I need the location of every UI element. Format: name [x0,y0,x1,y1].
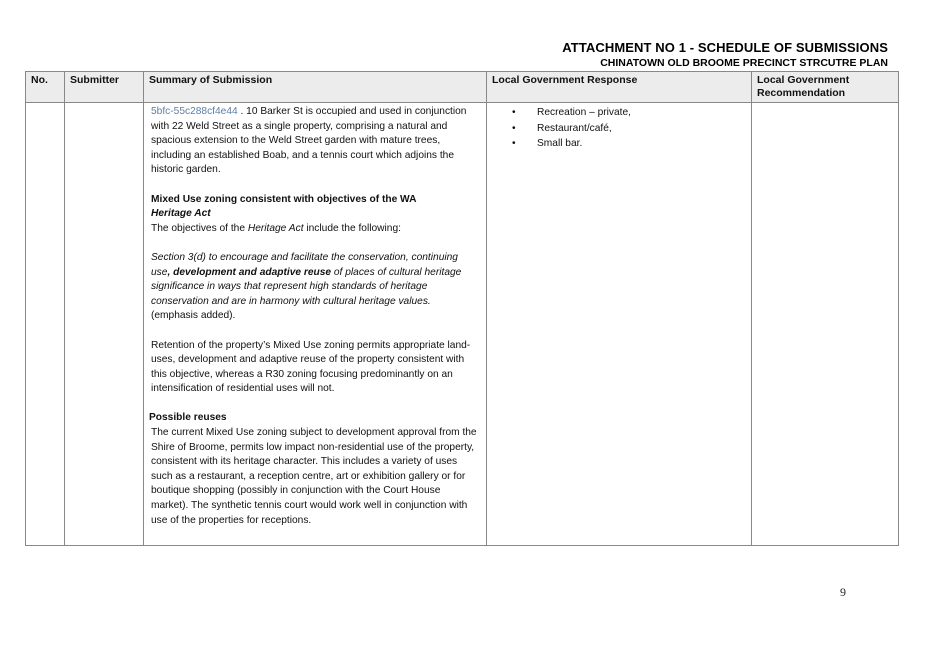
response-item-text: Recreation – private, [537,107,632,118]
summary-heading-mixed-use [151,193,480,222]
cell-no [26,103,65,546]
response-item-text: Restaurant/café, [537,122,612,134]
summary-heading-possible-reuses: Possible reuses [149,412,227,424]
cell-submitter [65,103,144,546]
col-header-recommendation-line2: Recommendation [757,87,846,99]
summary-paragraph-4: The current Mixed Use zoning subject to development approval from the Shire of Broome, permits low impact non-residential use of the property, consistent with its heritage character. This includes a variety of uses such as a restaurant, a reception centre, art or exhibition gallery or for boutique shopping (possibly in conjunction with the Court House market). The synthetic tennis court would work well in conjunction with use of the properties for receptions. [151,427,477,526]
attachment-title: ATTACHMENT NO 1 - SCHEDULE OF SUBMISSIONS [562,40,888,55]
cell-recommendation [752,103,899,546]
list-item [494,105,745,121]
col-header-recommendation-line1: Local Government [757,74,850,86]
col-header-recommendation [752,72,899,103]
p2-text-b: include the following: [303,222,401,234]
list-item [494,121,745,137]
submission-reference: 5bfc-55c288cf4e44 [151,106,238,117]
bullet-icon: • [512,138,516,150]
submissions-table [25,71,899,546]
p2-heritage-act: Heritage Act [247,222,304,234]
table-header-row [26,72,899,103]
cell-summary [144,103,487,546]
col-header-submitter: Submitter [65,72,144,103]
col-header-no: No. [26,72,65,103]
p2-text-a: The objectives of the [151,222,248,234]
response-list [494,105,745,152]
list-item [494,136,745,152]
heading-heritage-act: Heritage Act [151,208,211,220]
response-item-text: Small bar. [537,138,583,150]
heading-mixed-use-text: Mixed Use zoning consistent with objectives of the WA [151,193,417,205]
cell-response [487,103,752,546]
quote-text-a: Section 3(d) to encourage and facilitate the conservation, continuing use [151,251,458,278]
bullet-icon: • [512,107,516,118]
summary-paragraph-1 [151,105,480,178]
quote-emphasis: , development and adaptive reuse [167,266,332,278]
summary-paragraph-2 [151,222,480,237]
summary-quote [151,251,480,309]
bullet-icon: • [512,122,516,134]
quote-text-b: of places of cultural heritage significance in ways that represent high standards of heritage conservation and are in harmony with cultural heritage values. [151,266,462,307]
plan-subtitle: CHINATOWN OLD BROOME PRECINCT STRCUTRE PLAN [600,57,888,69]
col-header-response: Local Government Response [487,72,752,103]
page-number: 9 [840,585,846,599]
summary-paragraph-1-text: . 10 Barker St is occupied and used in conjunction with 22 Weld Street as a single property, comprising a natural and spacious extension to the Weld Street garden with mature trees, including an established Boab, and a tennis court which adjoins the historic garden. [151,106,467,176]
table-row [26,103,899,546]
col-header-summary: Summary of Submission [144,72,487,103]
summary-paragraph-3: Retention of the property’s Mixed Use zoning permits appropriate land-uses, development and adaptive reuse of the property consistent with this objective, whereas a R30 zoning focusing predominantly on an intensification of residential uses will not. [151,339,471,395]
summary-emphasis-note: (emphasis added). [151,310,236,322]
